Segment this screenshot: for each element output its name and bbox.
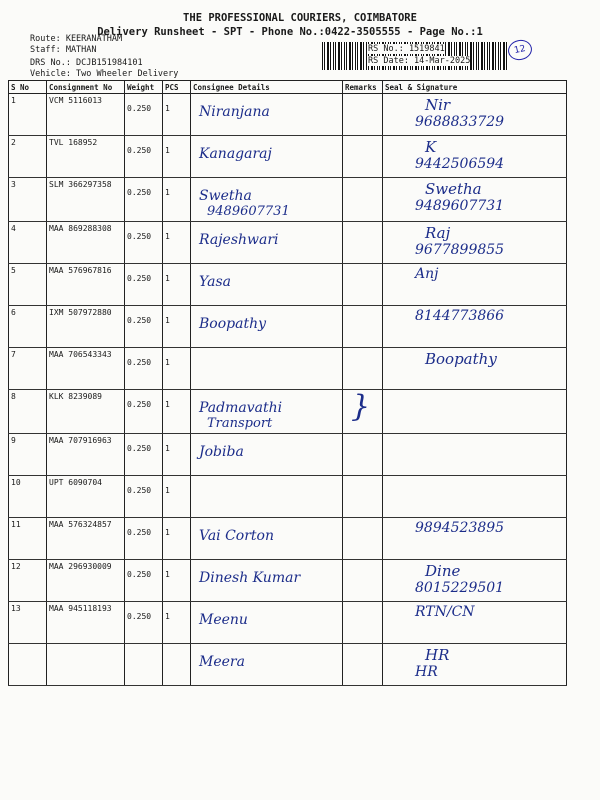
- cell-sno: [9, 222, 47, 264]
- wt-text: 0.250: [127, 528, 152, 537]
- cell-remarks: [343, 602, 383, 644]
- consignee-name: Boopathy: [199, 316, 267, 332]
- cell-consignment: [47, 518, 125, 560]
- cell-sno: [9, 136, 47, 178]
- sno-text: 10: [11, 478, 21, 487]
- cell-sno: [9, 306, 47, 348]
- consignee-name: Rajeshwari: [199, 232, 279, 248]
- cell-pcs: [163, 222, 191, 264]
- cell-consignment: [47, 602, 125, 644]
- cn-text: SLM 366297358: [49, 180, 112, 189]
- consignee-name: Yasa: [199, 274, 232, 290]
- sno-text: 1: [11, 96, 16, 105]
- vehicle-label: Vehicle: Two Wheeler Delivery: [30, 69, 179, 79]
- col-consignment: Consignment No: [47, 81, 125, 94]
- signature-phone: 8144773866: [415, 308, 505, 324]
- cn-text: MAA 869288308: [49, 224, 112, 233]
- sno-text: 3: [11, 180, 16, 189]
- cell-sno: [9, 178, 47, 222]
- cell-pcs: [163, 390, 191, 434]
- cell-consignment: [47, 94, 125, 136]
- pcs-text: 1: [165, 358, 170, 367]
- table-row: [9, 390, 567, 434]
- pcs-text: 1: [165, 528, 170, 537]
- cell-consignment: [47, 222, 125, 264]
- sno-text: 5: [11, 266, 16, 275]
- cell-pcs: [163, 178, 191, 222]
- consignee-name: Kanagaraj: [199, 146, 272, 162]
- cell-sno: [9, 644, 47, 686]
- cell-pcs: [163, 518, 191, 560]
- sno-text: 4: [11, 224, 16, 233]
- consignee-name: Vai Corton: [199, 528, 275, 544]
- cell-signature: [383, 136, 567, 178]
- cn-text: VCM 5116013: [49, 96, 102, 105]
- circled-page-note: 12: [506, 38, 534, 63]
- sno-text: 2: [11, 138, 16, 147]
- cell-signature: [383, 348, 567, 390]
- cell-weight: [125, 222, 163, 264]
- sno-text: 12: [11, 562, 21, 571]
- wt-text: 0.250: [127, 612, 152, 621]
- wt-text: 0.250: [127, 400, 152, 409]
- wt-text: 0.250: [127, 146, 152, 155]
- pcs-text: 1: [165, 316, 170, 325]
- cell-remarks: [343, 94, 383, 136]
- cn-text: IXM 507972880: [49, 308, 112, 317]
- cell-pcs: [163, 602, 191, 644]
- cell-remarks: [343, 644, 383, 686]
- cell-sno: [9, 390, 47, 434]
- signature-phone: 8015229501: [415, 580, 505, 596]
- cn-text: KLK 8239089: [49, 392, 102, 401]
- sno-text: 11: [11, 520, 21, 529]
- pcs-text: 1: [165, 146, 170, 155]
- cell-weight: [125, 136, 163, 178]
- cell-consignee: [191, 306, 343, 348]
- cell-pcs: [163, 306, 191, 348]
- pcs-text: 1: [165, 612, 170, 621]
- cell-remarks: [343, 390, 383, 434]
- pcs-text: 1: [165, 274, 170, 283]
- wt-text: 0.250: [127, 444, 152, 453]
- cell-consignment: [47, 264, 125, 306]
- consignee-name: Meera: [199, 654, 245, 670]
- remark-mark: }: [351, 389, 371, 424]
- pcs-text: 1: [165, 444, 170, 453]
- wt-text: 0.250: [127, 188, 152, 197]
- cell-weight: [125, 518, 163, 560]
- staff-label: Staff: MATHAN: [30, 45, 97, 55]
- signature-phone: 9489607731: [415, 198, 505, 214]
- table-header-row: [9, 81, 567, 94]
- cell-remarks: [343, 136, 383, 178]
- consignee-name: Niranjana: [199, 104, 270, 120]
- table-row: [9, 518, 567, 560]
- drs-number: DRS No.: DCJB151984101: [30, 58, 143, 68]
- col-weight: Weight: [125, 81, 163, 94]
- wt-text: 0.250: [127, 486, 152, 495]
- consignee-name: Jobiba: [199, 444, 244, 460]
- cell-signature: [383, 644, 567, 686]
- cell-weight: [125, 390, 163, 434]
- cell-sno: [9, 602, 47, 644]
- table-row: [9, 348, 567, 390]
- cell-remarks: [343, 264, 383, 306]
- cell-signature: [383, 560, 567, 602]
- cell-pcs: [163, 94, 191, 136]
- cn-text: MAA 576324857: [49, 520, 112, 529]
- wt-text: 0.250: [127, 316, 152, 325]
- col-pcs: PCS: [163, 81, 191, 94]
- consignee-name: [193, 478, 340, 486]
- signature-mark: Nir: [425, 96, 451, 114]
- cell-pcs: [163, 348, 191, 390]
- wt-text: 0.250: [127, 104, 152, 113]
- cell-sno: [9, 518, 47, 560]
- wt-text: 0.250: [127, 232, 152, 241]
- consignee-note: 9489607731: [207, 204, 290, 219]
- cell-signature: [383, 222, 567, 264]
- cell-weight: [125, 264, 163, 306]
- table-row: [9, 264, 567, 306]
- runsheet-table: [8, 80, 567, 686]
- cell-signature: [383, 602, 567, 644]
- cell-remarks: [343, 476, 383, 518]
- cell-consignee: [191, 518, 343, 560]
- cell-remarks: [343, 348, 383, 390]
- cn-text: UPT 6090704: [49, 478, 102, 487]
- cell-remarks: [343, 306, 383, 348]
- table-row: [9, 136, 567, 178]
- consignee-note: Transport: [207, 416, 273, 431]
- cell-weight: [125, 602, 163, 644]
- cell-remarks: [343, 518, 383, 560]
- pcs-text: 1: [165, 570, 170, 579]
- cell-consignee: [191, 434, 343, 476]
- col-consignee: Consignee Details: [191, 81, 343, 94]
- cell-weight: [125, 348, 163, 390]
- cell-remarks: [343, 434, 383, 476]
- cell-consignee: [191, 178, 343, 222]
- cell-consignee: [191, 264, 343, 306]
- sno-text: 9: [11, 436, 16, 445]
- cell-pcs: [163, 476, 191, 518]
- route-label: Route: KEERANATHAM: [30, 34, 123, 44]
- cell-sno: [9, 94, 47, 136]
- cell-weight: [125, 434, 163, 476]
- cell-signature: [383, 178, 567, 222]
- cell-consignment: [47, 306, 125, 348]
- cell-weight: [125, 560, 163, 602]
- table-row: [9, 560, 567, 602]
- col-signature: Seal & Signature: [383, 81, 567, 94]
- col-sno: S No: [9, 81, 47, 94]
- cell-sno: [9, 264, 47, 306]
- cell-pcs: [163, 434, 191, 476]
- consignee-name: Swetha: [199, 188, 252, 204]
- wt-text: 0.250: [127, 358, 152, 367]
- cell-consignment: [47, 348, 125, 390]
- signature-phone: 9894523895: [415, 520, 505, 536]
- cell-sno: [9, 476, 47, 518]
- signature-mark: Dine: [425, 562, 461, 580]
- cell-consignment: [47, 178, 125, 222]
- table-row: [9, 222, 567, 264]
- cell-consignee: [191, 94, 343, 136]
- cell-weight: [125, 476, 163, 518]
- table-row: [9, 306, 567, 348]
- cell-consignee: [191, 222, 343, 264]
- sno-text: 6: [11, 308, 16, 317]
- cell-remarks: [343, 560, 383, 602]
- cell-signature: [383, 518, 567, 560]
- pcs-text: 1: [165, 400, 170, 409]
- pcs-text: 1: [165, 188, 170, 197]
- table-row: [9, 644, 567, 686]
- sno-text: 7: [11, 350, 16, 359]
- cell-sno: [9, 434, 47, 476]
- consignee-name: [193, 350, 340, 358]
- cell-consignment: [47, 434, 125, 476]
- table-row: [9, 178, 567, 222]
- cell-signature: [383, 476, 567, 518]
- cell-remarks: [343, 178, 383, 222]
- cell-consignment: [47, 644, 125, 686]
- cell-pcs: [163, 560, 191, 602]
- signature-mark: Swetha: [425, 180, 482, 198]
- signature-phone: 9688833729: [415, 114, 505, 130]
- pcs-text: 1: [165, 486, 170, 495]
- consignee-name: Meenu: [199, 612, 248, 628]
- col-remarks: Remarks: [343, 81, 383, 94]
- signature-phone: 9677899855: [415, 242, 505, 258]
- cell-consignee: [191, 476, 343, 518]
- signature-mark: Raj: [425, 224, 451, 242]
- cell-weight: [125, 306, 163, 348]
- cell-weight: [125, 178, 163, 222]
- sno-text: 8: [11, 392, 16, 401]
- signature-phone: HR: [415, 664, 438, 680]
- wt-text: 0.250: [127, 570, 152, 579]
- cell-signature: [383, 306, 567, 348]
- cell-weight: [125, 94, 163, 136]
- cell-consignment: [47, 390, 125, 434]
- cell-consignment: [47, 476, 125, 518]
- runsheet-subtitle: Delivery Runsheet - SPT - Phone No.:0422-3505555 - Page No.:1: [97, 26, 483, 38]
- cell-pcs: [163, 264, 191, 306]
- table-row: [9, 434, 567, 476]
- signature-phone: Anj: [415, 266, 439, 282]
- pcs-text: 1: [165, 104, 170, 113]
- cn-text: MAA 576967816: [49, 266, 112, 275]
- consignee-name: Dinesh Kumar: [199, 570, 301, 586]
- cn-text: MAA 706543343: [49, 350, 112, 359]
- table-row: [9, 476, 567, 518]
- signature-mark: K: [425, 138, 437, 156]
- cell-consignment: [47, 136, 125, 178]
- table-row: [9, 602, 567, 644]
- cell-consignee: [191, 644, 343, 686]
- cell-weight: [125, 644, 163, 686]
- cell-consignee: [191, 602, 343, 644]
- signature-phone: 9442506594: [415, 156, 505, 172]
- cell-remarks: [343, 222, 383, 264]
- cell-signature: [383, 94, 567, 136]
- rs-date: RS Date: 14-Mar-2025: [368, 56, 471, 66]
- cell-sno: [9, 560, 47, 602]
- signature-phone: RTN/CN: [415, 604, 475, 620]
- signature-mark: Boopathy: [425, 350, 497, 368]
- cell-consignment: [47, 560, 125, 602]
- cn-text: MAA 945118193: [49, 604, 112, 613]
- cn-text: TVL 168952: [49, 138, 98, 147]
- cell-consignee: [191, 560, 343, 602]
- sno-text: 13: [11, 604, 21, 613]
- pcs-text: 1: [165, 232, 170, 241]
- cell-pcs: [163, 644, 191, 686]
- cell-consignee: [191, 136, 343, 178]
- cell-signature: [383, 264, 567, 306]
- cn-text: MAA 296930009: [49, 562, 112, 571]
- table-row: [9, 94, 567, 136]
- signature-mark: HR: [425, 646, 450, 664]
- cell-pcs: [163, 136, 191, 178]
- cell-consignee: [191, 348, 343, 390]
- cell-sno: [9, 348, 47, 390]
- cell-consignee: [191, 390, 343, 434]
- company-title: THE PROFESSIONAL COURIERS, COIMBATORE: [183, 12, 417, 24]
- cn-text: MAA 707916963: [49, 436, 112, 445]
- cell-signature: [383, 390, 567, 434]
- cell-signature: [383, 434, 567, 476]
- consignee-name: Padmavathi: [199, 400, 283, 416]
- rs-number: RS No.: 1519841: [368, 44, 445, 54]
- wt-text: 0.250: [127, 274, 152, 283]
